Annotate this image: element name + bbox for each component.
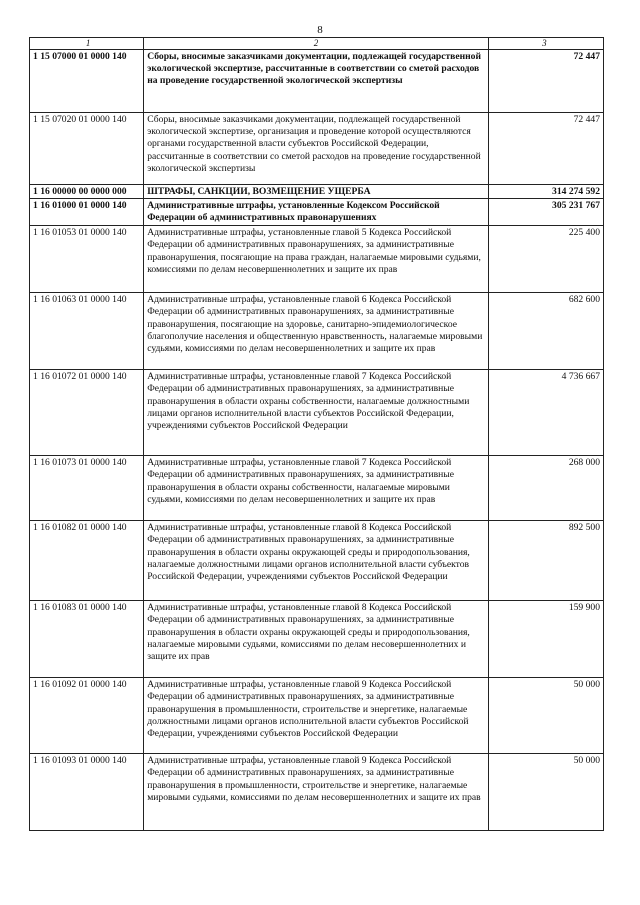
budget-code-cell: 1 16 01053 01 0000 140 [30,226,144,293]
column-number-1: 1 [30,38,144,50]
budget-code-cell: 1 16 01000 01 0000 140 [30,199,144,226]
table-row [30,678,604,754]
amount-cell: 4 736 667 [488,370,603,456]
revenue-name-cell: Сборы, вносимые заказчиками документации, подлежащей государственной экологической экспертизе, организация и проведение которой осуществляются органами государственной власти субъектов Российской Федерации, рассчитанные в соответствии со сметой расходов на проведение государственной экологической экспертизы [144,112,489,184]
amount-cell: 159 900 [488,601,603,678]
amount-cell: 305 231 767 [488,199,603,226]
table-row [30,293,604,370]
revenue-name-cell: Административные штрафы, установленные главой 6 Кодекса Российской Федерации об административных правонарушениях, за административные правонарушения, посягающие на здоровье, санитарно-эпидемиологическое благополучие населения и общественную нравственность, налагаемые мировыми судьями, комиссиями по делам несовершеннолетних и защите их прав [144,293,489,370]
column-number-row [30,38,604,50]
table-row [30,370,604,456]
revenue-name-cell: Административные штрафы, установленные главой 5 Кодекса Российской Федерации об административных правонарушениях, за административные правонарушения, посягающие на права граждан, налагаемые мировыми судьями, комиссиями по делам несовершеннолетних и защите их прав [144,226,489,293]
budget-code-cell: 1 16 01072 01 0000 140 [30,370,144,456]
revenue-name-cell: Административные штрафы, установленные Кодексом Российской Федерации об административных правонарушениях [144,199,489,226]
budget-code-cell: 1 16 01082 01 0000 140 [30,521,144,601]
amount-cell: 50 000 [488,678,603,754]
budget-code-cell: 1 15 07020 01 0000 140 [30,112,144,184]
budget-code-cell: 1 16 01083 01 0000 140 [30,601,144,678]
revenue-name-cell: Административные штрафы, установленные главой 8 Кодекса Российской Федерации об административных правонарушениях, за административные правонарушения в области охраны окружающей среды и природопользования, налагаемые должностными лицами органов исполнительной власти субъектов Российской Федерации, учреждениями субъектов Российской Федерации [144,521,489,601]
amount-cell: 50 000 [488,754,603,831]
revenue-name-cell: Административные штрафы, установленные главой 9 Кодекса Российской Федерации об административных правонарушениях, за административные правонарушения в промышленности, строительстве и энергетике, налагаемые должностными лицами органов исполнительной власти субъектов Российской Федерации, учреждениями субъектов Российской Федерации [144,678,489,754]
budget-table [29,37,604,831]
revenue-name-cell: Административные штрафы, установленные главой 7 Кодекса Российской Федерации об административных правонарушениях, за административные правонарушения в области охраны собственности, налагаемые мировыми судьями, комиссиями по делам несовершеннолетних и защите их прав [144,456,489,521]
revenue-name-cell: Административные штрафы, установленные главой 7 Кодекса Российской Федерации об административных правонарушениях, за административные правонарушения в области охраны собственности, налагаемые должностными лицами органов исполнительной власти субъектов Российской Федерации, учреждениями субъектов Российской Федерации [144,370,489,456]
page-number: 8 [317,24,323,36]
budget-code-cell: 1 16 01092 01 0000 140 [30,678,144,754]
revenue-name-cell: Сборы, вносимые заказчиками документации, подлежащей государственной экологической экспертизе, рассчитанные в соответствии со сметой расходов на проведение государственной экологической экспертизы [144,49,489,112]
amount-cell: 314 274 592 [488,184,603,198]
column-number-3: 3 [488,38,603,50]
amount-cell: 72 447 [488,49,603,112]
budget-code-cell: 1 15 07000 01 0000 140 [30,49,144,112]
budget-code-cell: 1 16 01073 01 0000 140 [30,456,144,521]
table-row [30,184,604,198]
table-row [30,49,604,112]
budget-code-cell: 1 16 01063 01 0000 140 [30,293,144,370]
revenue-name-cell: Административные штрафы, установленные главой 8 Кодекса Российской Федерации об административных правонарушениях, за административные правонарушения в области охраны окружающей среды и природопользования, налагаемые мировыми судьями, комиссиями по делам несовершеннолетних и защите их прав [144,601,489,678]
table-row [30,754,604,831]
table-row [30,112,604,184]
table-row [30,456,604,521]
amount-cell: 225 400 [488,226,603,293]
table-row [30,226,604,293]
revenue-name-cell: ШТРАФЫ, САНКЦИИ, ВОЗМЕЩЕНИЕ УЩЕРБА [144,184,489,198]
amount-cell: 682 600 [488,293,603,370]
amount-cell: 72 447 [488,112,603,184]
budget-code-cell: 1 16 01093 01 0000 140 [30,754,144,831]
column-number-2: 2 [144,38,489,50]
amount-cell: 892 500 [488,521,603,601]
amount-cell: 268 000 [488,456,603,521]
revenue-name-cell: Административные штрафы, установленные главой 9 Кодекса Российской Федерации об административных правонарушениях, за административные правонарушения в промышленности, строительстве и энергетике, налагаемые мировыми судьями, комиссиями по делам несовершеннолетних и защите их прав [144,754,489,831]
table-row [30,601,604,678]
table-row [30,521,604,601]
table-row [30,199,604,226]
budget-code-cell: 1 16 00000 00 0000 000 [30,184,144,198]
